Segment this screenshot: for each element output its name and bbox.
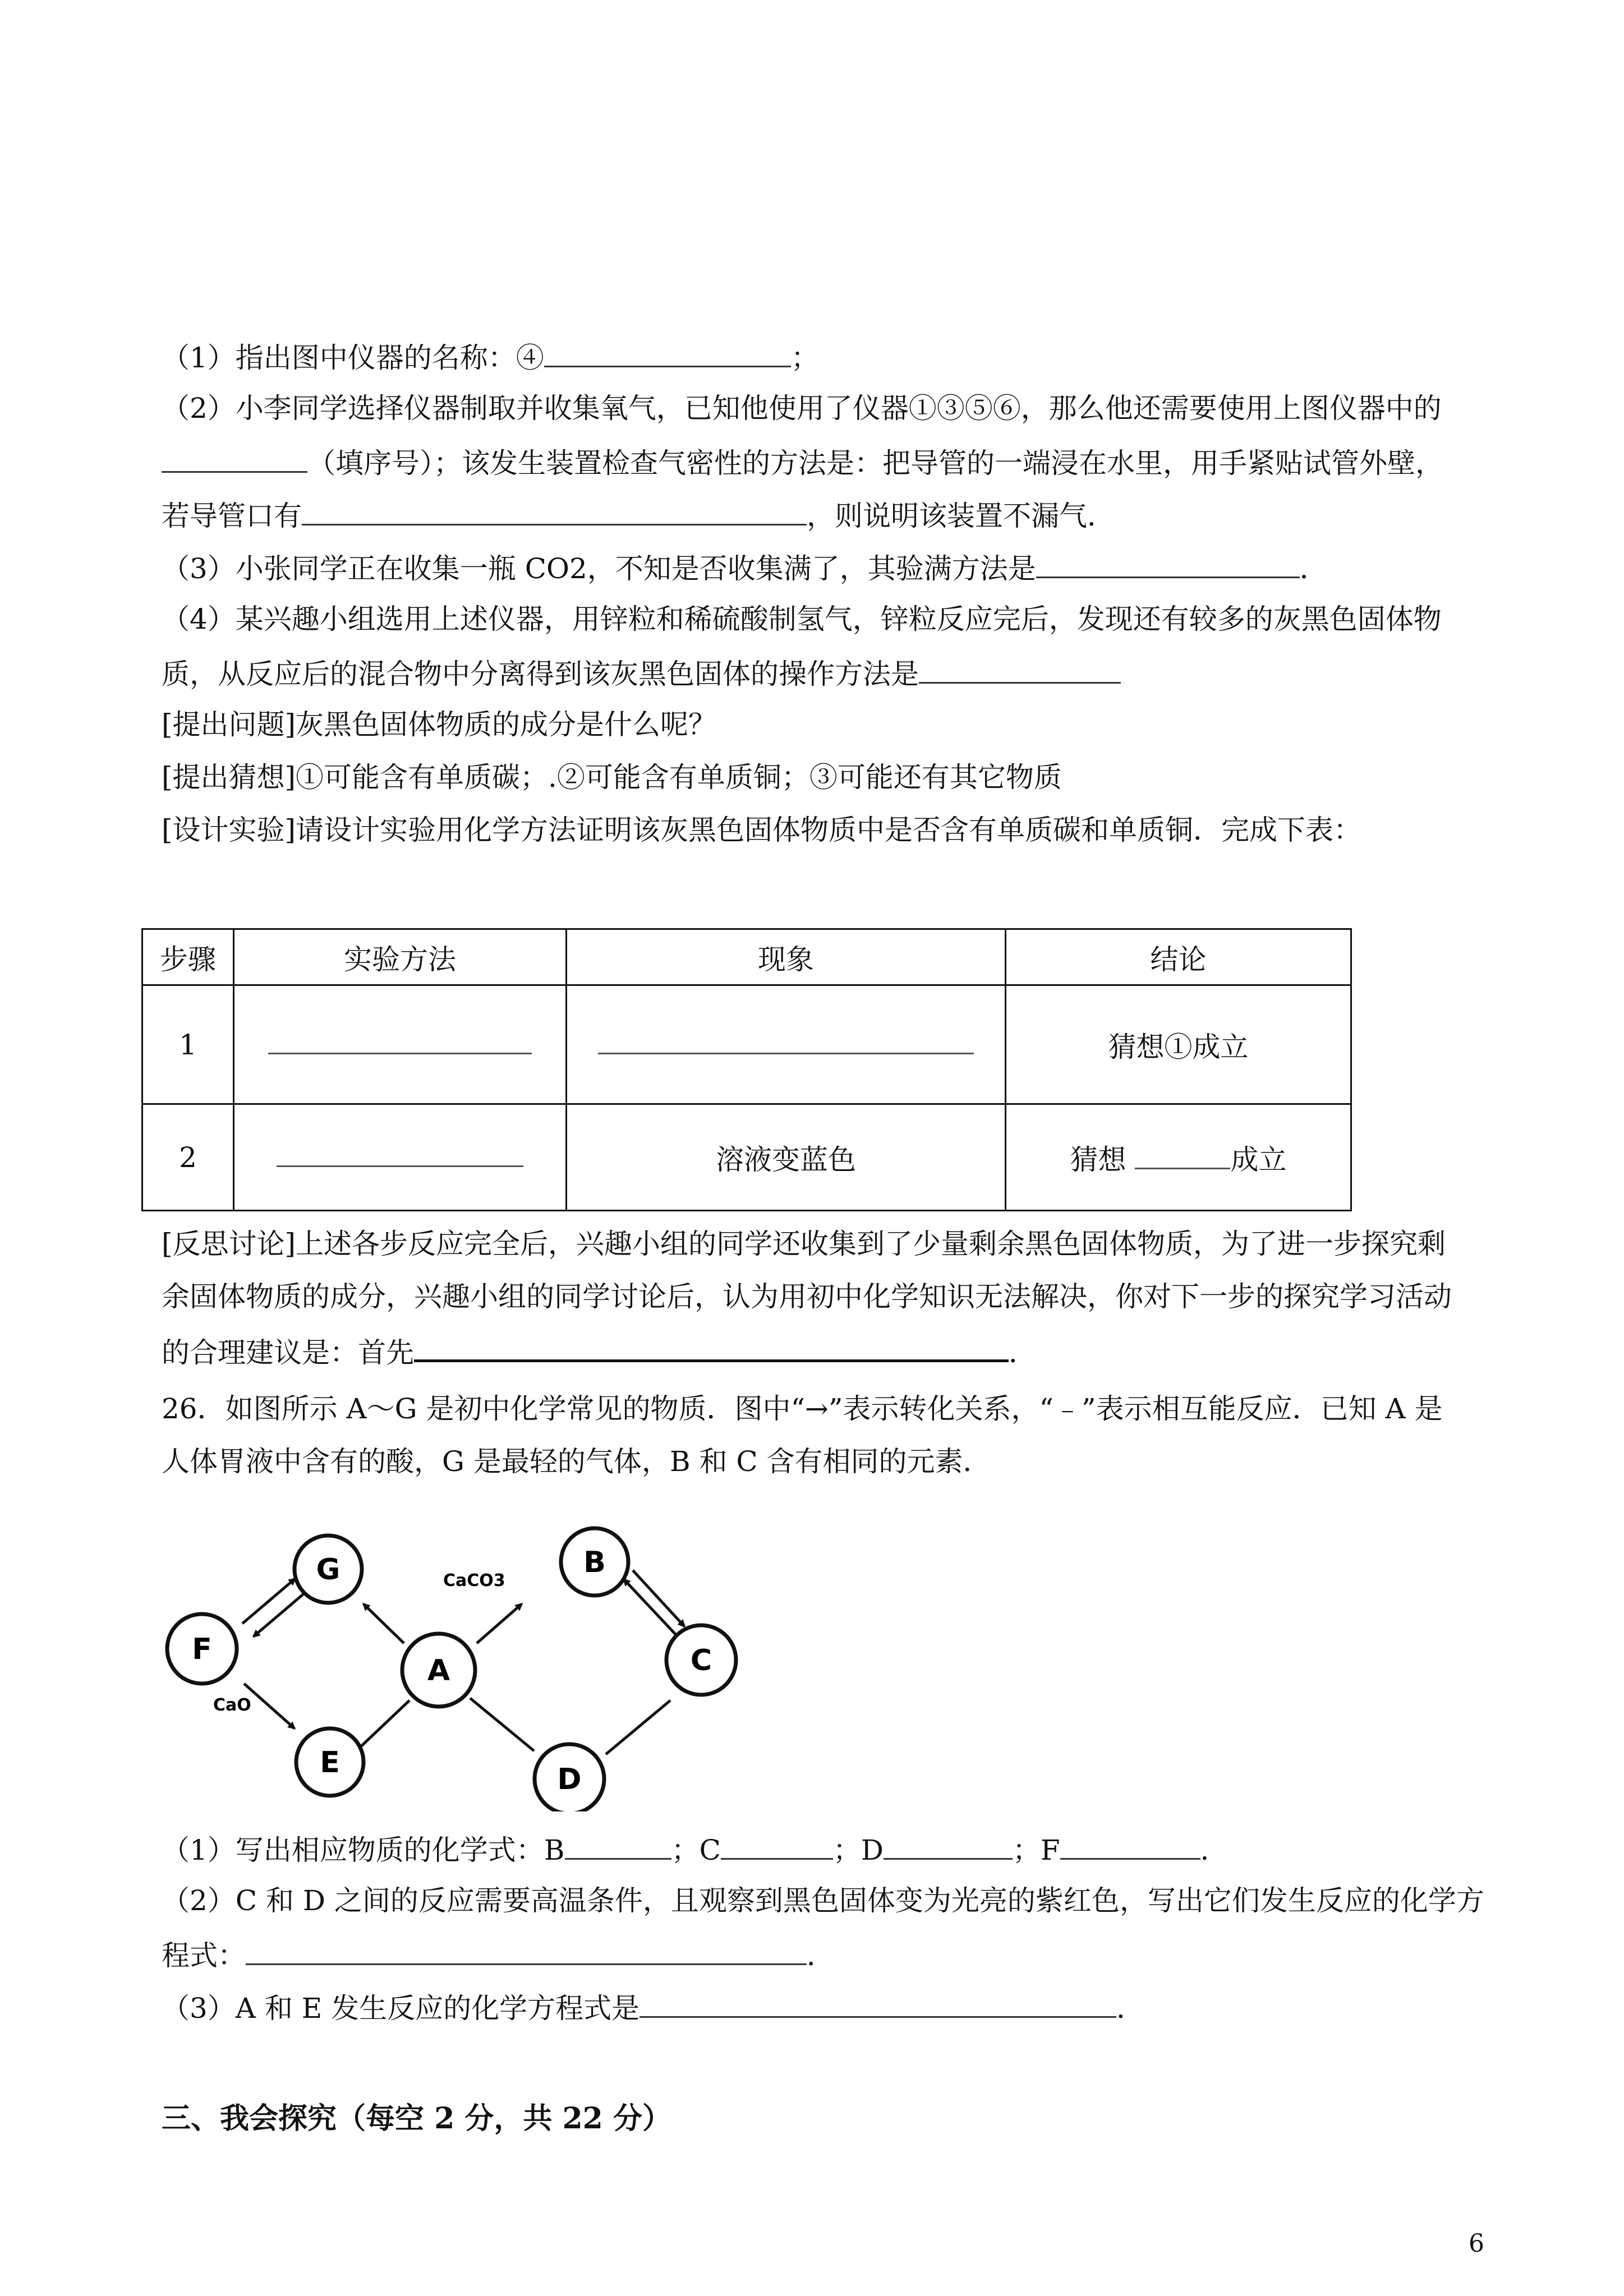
answer-blank[interactable] xyxy=(414,1333,1009,1362)
arrow-a-to-b xyxy=(477,1604,522,1643)
svg-text:D: D xyxy=(557,1763,582,1796)
node-b xyxy=(561,1528,628,1596)
svg-text:G: G xyxy=(316,1553,341,1587)
q26-intro-line1: 26．如图所示 A～G 是初中化学常见的物质．图中“→”表示转化关系，“﹣”表示相互能反应．已知 A 是 xyxy=(162,1393,1443,1425)
q26-sub2-line2: 程式： ． xyxy=(162,1937,835,1972)
q25-part2-line3: 若导管口有 ，则说明该装置不漏气． xyxy=(162,497,1115,533)
arrow-g-to-f xyxy=(254,1592,306,1636)
node-a xyxy=(402,1634,475,1707)
answer-blank[interactable] xyxy=(1036,550,1300,578)
question-heading: [提出问题]灰黑色固体物质的成分是什么呢？ xyxy=(162,708,717,741)
label-cao: CaO xyxy=(213,1695,251,1715)
node-f xyxy=(167,1614,237,1684)
page-number: 6 xyxy=(1469,2229,1484,2258)
q25-part2-line1: （2）小李同学选择仪器制取并收集氧气，已知他使用了仪器①③⑤⑥，那么他还需要使用上图仪器中的 xyxy=(162,392,1442,425)
step-cell: 1 xyxy=(142,985,234,1104)
answer-blank[interactable] xyxy=(162,444,307,473)
conclusion-cell: 猜想 成立 xyxy=(1006,1104,1351,1211)
svg-text:B: B xyxy=(583,1546,606,1579)
q26-intro-line2: 人体胃液中含有的酸，G 是最轻的气体，B 和 C 含有相同的元素． xyxy=(162,1445,991,1478)
table-row xyxy=(142,1104,1351,1211)
answer-blank-d[interactable] xyxy=(884,1831,1013,1860)
node-c xyxy=(666,1625,736,1695)
answer-blank-b[interactable] xyxy=(565,1831,671,1860)
line-a-e xyxy=(356,1700,410,1751)
answer-blank[interactable] xyxy=(1135,1145,1230,1169)
header-conclusion: 结论 xyxy=(1006,929,1351,985)
answer-blank[interactable] xyxy=(302,497,807,525)
line-c-d xyxy=(606,1700,670,1754)
q25-part4-line2: 质，从反应后的混合物中分离得到该灰黑色固体的操作方法是 xyxy=(162,655,1121,691)
q25-part4-line1: （4）某兴趣小组选用上述仪器，用锌粒和稀硫酸制氢气，锌粒反应完后，发现还有较多的灰黑色固体物 xyxy=(162,603,1442,635)
answer-blank[interactable] xyxy=(598,1030,974,1054)
svg-text:A: A xyxy=(427,1654,450,1688)
q26-sub3: （3）A 和 E 发生反应的化学方程式是 ． xyxy=(162,1989,1144,2025)
method-cell[interactable] xyxy=(234,985,567,1104)
answer-blank[interactable] xyxy=(246,1937,807,1965)
design-heading: [设计实验]请设计实验用化学方法证明该灰黑色固体物质中是否含有单质碳和单质铜．完成下表： xyxy=(162,814,1362,846)
arrow-f-to-g xyxy=(242,1579,295,1624)
node-g xyxy=(295,1536,362,1603)
arrow-f-to-e xyxy=(244,1684,295,1728)
label-caco3: CaCO3 xyxy=(443,1571,505,1590)
answer-blank[interactable] xyxy=(640,1989,1116,2018)
answer-blank-f[interactable] xyxy=(1060,1831,1200,1860)
method-cell[interactable] xyxy=(234,1104,567,1211)
node-e xyxy=(296,1728,364,1796)
reflect-line3: 的合理建议是：首先 ． xyxy=(162,1333,1037,1370)
svg-text:C: C xyxy=(690,1644,712,1677)
reflect-line1: [反思讨论]上述各步反应完全后，兴趣小组的同学还收集到了少量剩余黑色固体物质，为了进一步探究剩 xyxy=(162,1228,1446,1260)
table-header-row xyxy=(142,929,1351,985)
section-heading: 三、我会探究（每空 2 分，共 22 分） xyxy=(162,2101,671,2136)
arrow-a-to-g xyxy=(364,1604,404,1643)
relation-diagram xyxy=(151,1520,780,1811)
node-d xyxy=(535,1744,604,1811)
q26-sub2-line1: （2）C 和 D 之间的反应需要高温条件，且观察到黑色固体变为光亮的紫红色，写出它们发生反应的化学方 xyxy=(162,1884,1484,1917)
phenomenon-cell: 溶液变蓝色 xyxy=(567,1104,1006,1211)
guess-heading: [提出猜想]①可能含有单质碳；.②可能含有单质铜；③可能还有其它物质 xyxy=(162,761,1062,794)
svg-text:E: E xyxy=(320,1746,340,1779)
header-method: 实验方法 xyxy=(234,929,567,985)
step-cell: 2 xyxy=(142,1104,234,1211)
answer-blank[interactable] xyxy=(919,655,1121,684)
table-row xyxy=(142,985,1351,1104)
answer-blank-c[interactable] xyxy=(721,1831,833,1860)
phenomenon-cell[interactable] xyxy=(567,985,1006,1104)
conclusion-cell: 猜想①成立 xyxy=(1006,985,1351,1104)
q25-part1: （1）指出图中仪器的名称：④ ； xyxy=(162,339,819,375)
svg-text:F: F xyxy=(192,1633,212,1666)
answer-blank[interactable] xyxy=(544,339,791,367)
q26-sub1: （1）写出相应物质的化学式：B ；C ；D ；F ． xyxy=(162,1831,1229,1867)
q25-part3: （3）小张同学正在收集一瓶 CO2，不知是否收集满了，其验满方法是 ． xyxy=(162,550,1328,585)
answer-blank[interactable] xyxy=(277,1143,523,1167)
line-a-d xyxy=(470,1698,534,1751)
header-phenomenon: 现象 xyxy=(567,929,1006,985)
answer-blank[interactable] xyxy=(268,1030,532,1054)
header-step: 步骤 xyxy=(142,929,234,985)
reflect-line2: 余固体物质的成分，兴趣小组的同学讨论后，认为用初中化学知识无法解决，你对下一步的探究学习活动 xyxy=(162,1280,1452,1313)
q25-part2-line2: （填序号）；该发生装置检查气密性的方法是：把导管的一端浸在水里，用手紧贴试管外壁， xyxy=(162,444,1443,480)
experiment-table xyxy=(141,928,1352,1211)
